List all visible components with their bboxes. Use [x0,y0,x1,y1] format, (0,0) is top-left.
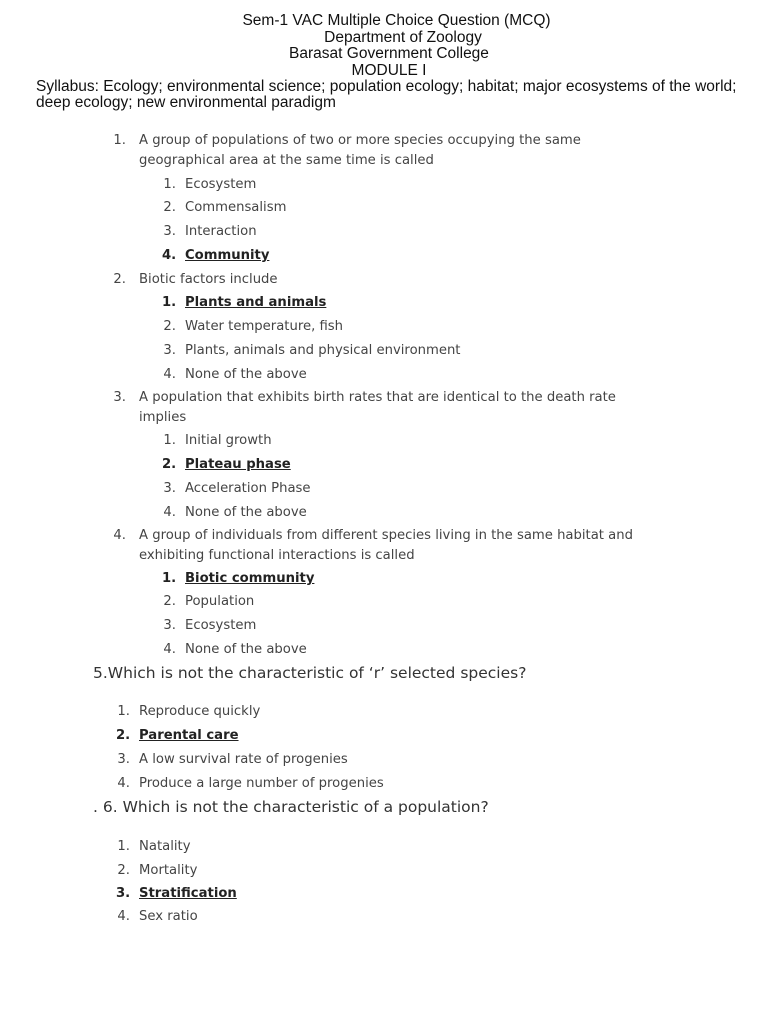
option-number: 4. [163,505,176,520]
option-number: 2. [163,319,176,334]
option-text: None of the above [185,642,307,657]
option-number: 2. [163,594,176,609]
option-number: 4. [163,367,176,382]
option-text: None of the above [185,367,307,382]
option-text: None of the above [185,505,307,520]
option-number: 4. [117,909,130,924]
option-number: 2. [163,200,176,215]
option-text: Community [185,248,270,263]
question-text: implies [139,410,187,425]
option-number: 1. [117,839,130,854]
option-text: Ecosystem [185,177,257,192]
question-text: A group of individuals from different species living in the same habitat and [139,528,633,543]
option-number: 3. [163,481,176,496]
option-number: 1. [117,704,130,719]
option-number: 3. [117,752,130,767]
option-text: Stratification [139,886,237,901]
option-text: Population [185,594,255,609]
option-number: 3. [163,224,176,239]
option-text: Plants, animals and physical environment [185,343,461,358]
option-text: Acceleration Phase [185,481,311,496]
option-text: Sex ratio [139,909,198,924]
option-text: Natality [139,839,191,854]
question-number: 4. [113,528,126,543]
option-number: 2. [116,728,131,743]
option-text: Water temperature, fish [185,319,343,334]
syllabus-text: Syllabus: Ecology; environmental science; population ecology; habitat; major ecosystems of the world; deep ecology; new environmental paradigm [36,78,737,111]
option-number: 2. [117,863,130,878]
option-text: Biotic community [185,571,315,586]
option-number: 4. [163,642,176,657]
option-text: Initial growth [185,433,272,448]
college-name: Barasat Government College [289,45,489,62]
option-text: Commensalism [185,200,287,215]
option-text: A low survival rate of progenies [139,752,348,767]
exam-title: Sem-1 VAC Multiple Choice Question (MCQ) [242,12,551,29]
option-number: 1. [163,433,176,448]
option-text: Interaction [185,224,257,239]
option-number: 4. [162,248,177,263]
option-number: 3. [163,618,176,633]
question-5-text: 5.Which is not the characteristic of ‘r’ selected species? [93,664,527,682]
question-text: Biotic factors include [139,272,278,287]
option-number: 1. [162,571,177,586]
question-number: 1. [113,133,126,148]
option-text: Reproduce quickly [139,704,261,719]
option-number: 1. [162,295,177,310]
option-text: Produce a large number of progenies [139,776,384,791]
option-text: Plateau phase [185,457,291,472]
department-name: Department of Zoology [324,28,482,46]
question-text: A population that exhibits birth rates that are identical to the death rate [139,390,616,405]
question-text: A group of populations of two or more species occupying the same [139,133,581,148]
question-number: 2. [113,272,126,287]
option-number: 4. [117,776,130,791]
option-number: 3. [163,343,176,358]
module-title: MODULE I [351,61,427,79]
option-number: 3. [116,886,131,901]
question-text: geographical area at the same time is called [139,153,434,168]
document-header [0,13,768,79]
option-text: Plants and animals [185,295,327,310]
question-number: 3. [113,390,126,405]
option-number: 2. [162,457,177,472]
option-text: Parental care [139,728,239,743]
question-6-text: . 6. Which is not the characteristic of a population? [93,798,489,816]
question-text: exhibiting functional interactions is called [139,548,415,563]
option-text: Ecosystem [185,618,257,633]
option-text: Mortality [139,863,198,878]
option-number: 1. [163,177,176,192]
